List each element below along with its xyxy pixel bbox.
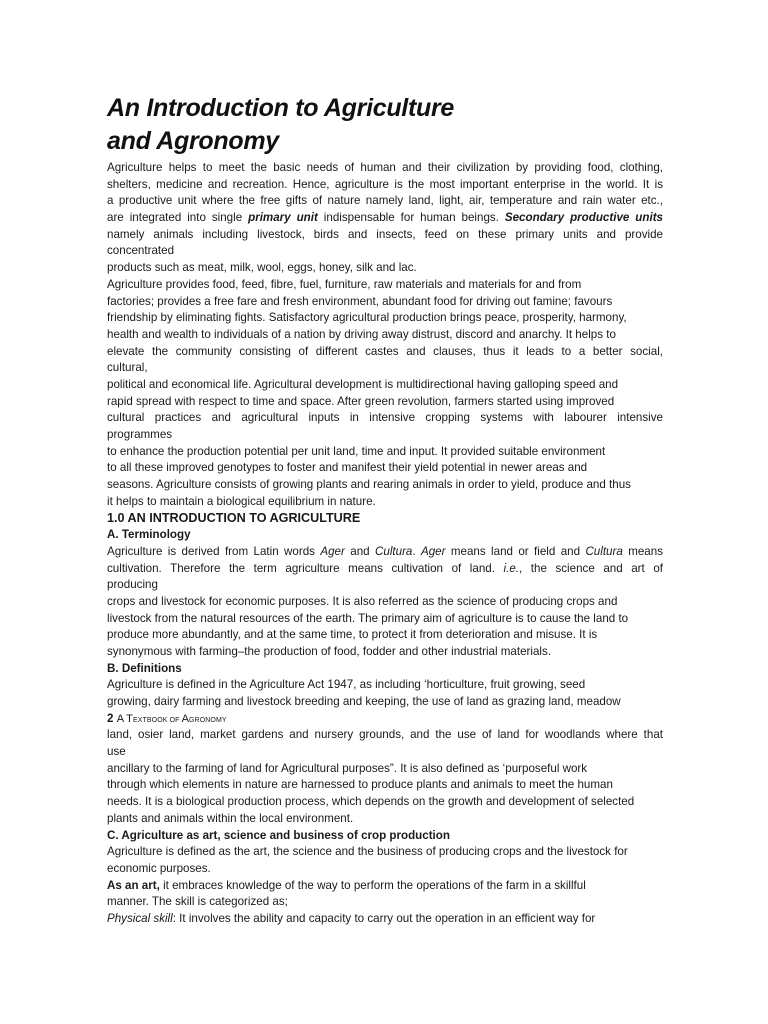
- text-line: namely animals including livestock, birds and insects, feed on these primary units and provide: [107, 227, 663, 241]
- text-run: .: [412, 544, 421, 558]
- book-title-part: A: [181, 712, 189, 725]
- emphasis-cultura: Cultura: [585, 544, 623, 558]
- text-line: to enhance the production potential per unit land, time and input. It provided suitable environment: [107, 444, 606, 458]
- subheading-art-science-business: C. Agriculture as art, science and business of crop production: [107, 828, 450, 842]
- text-line: land, osier land, market gardens and nursery grounds, and the use of land for woodlands where that: [107, 728, 663, 742]
- document-body: [107, 160, 663, 928]
- text-line: cultural practices and agricultural inputs in intensive cropping systems with labourer intensive: [107, 411, 663, 425]
- book-title: [116, 712, 227, 725]
- emphasis-primary-unit: primary unit: [248, 211, 318, 225]
- emphasis-cultura: Cultura: [375, 544, 413, 558]
- text-line: factories; provides a free fare and fresh environment, abundant food for driving out famine; favours: [107, 294, 613, 308]
- document-title: [107, 92, 454, 158]
- page-number: 2: [107, 711, 114, 725]
- text-line: elevate the community consisting of different castes and clauses, thus it leads to a better social,: [107, 344, 663, 358]
- emphasis-secondary-units: Secondary productive units: [504, 211, 663, 225]
- text-run: means: [622, 544, 663, 558]
- text-line: Agriculture helps to meet the basic needs of human and their civilization by providing food, clothing,: [107, 161, 663, 174]
- text-line: plants and animals within the local environment.: [107, 811, 354, 825]
- text-line: needs. It is a biological production process, which depends on the growth and development of selected: [107, 795, 635, 809]
- running-header: [107, 711, 663, 728]
- text-line: Agriculture is defined as the art, the science and the business of producing crops and the livestock for: [107, 845, 628, 859]
- emphasis-ager: Ager: [320, 544, 345, 558]
- text-line: manner. The skill is categorized as;: [107, 895, 288, 909]
- text-line: programmes: [107, 428, 173, 441]
- text-run: means land or field and: [445, 544, 586, 558]
- text-line: producing: [107, 578, 158, 592]
- text-line: crops and livestock for economic purposes. It is also referred as the science of producing crops and: [107, 594, 618, 608]
- title-line-1: An Introduction to Agriculture: [107, 94, 454, 122]
- text-run: Agriculture is derived from Latin words: [107, 544, 321, 558]
- text-line: Agriculture is defined in the Agriculture Act 1947, as including ‘horticulture, fruit growing, seed: [107, 678, 586, 692]
- text-run: indispensable for human beings.: [317, 211, 505, 225]
- text-line: products such as meat, milk, wool, eggs, honey, silk and lac.: [107, 261, 417, 275]
- text-line: cultural,: [107, 361, 148, 375]
- text-line: rapid spread with respect to time and space. After green revolution, farmers started using improved: [107, 394, 615, 408]
- text-run: cultivation. Therefore the term agriculture means cultivation of land.: [107, 561, 504, 575]
- text-line: [107, 878, 663, 895]
- text-line: synonymous with farming–the production of food, fodder and other industrial materials.: [107, 644, 552, 658]
- text-line: Agriculture provides food, feed, fibre, fuel, furniture, raw materials and materials for and from: [107, 277, 582, 291]
- text-line: shelters, medicine and recreation. Hence, agriculture is the most important enterprise in the world. It is: [107, 177, 663, 191]
- text-run: and: [344, 544, 375, 558]
- text-run: , the science and art of: [518, 561, 663, 575]
- text-line: through which elements in nature are harnessed to produce plants and animals to meet the human: [107, 778, 613, 792]
- text-line: economic purposes.: [107, 861, 211, 875]
- subheading-terminology: A. Terminology: [107, 528, 191, 542]
- text-line: growing, dairy farming and livestock breeding and keeping, the use of land as grazing land, meadow: [107, 695, 621, 708]
- text-line: concentrated: [107, 244, 175, 258]
- text-line: [107, 561, 663, 578]
- text-line: produce more abundantly, and at the same time, to protect it from deterioration and misuse. It is: [107, 628, 598, 642]
- book-title-part: A: [116, 712, 125, 725]
- emphasis-ie: i.e.: [503, 561, 519, 575]
- text-line: a productive unit where the free gifts of nature namely land, light, air, temperature and rain water etc.,: [107, 194, 663, 208]
- text-line: it helps to maintain a biological equilibrium in nature.: [107, 494, 376, 508]
- text-line: to all these improved genotypes to foster and manifest their yield potential in newer areas and: [107, 461, 588, 475]
- emphasis-ager: Ager: [420, 544, 446, 558]
- book-title-part: T: [126, 712, 133, 725]
- text-line: health and wealth to individuals of a nation by driving away distrust, discord and anarchy. It helps to: [107, 327, 616, 341]
- text-line: friendship by eliminating fights. Satisfactory agricultural production brings peace, prosperity, harmony,: [107, 311, 627, 325]
- text-line: livestock from the natural resources of the earth. The primary aim of agriculture is to cause the land to: [107, 611, 629, 625]
- text-run: it embraces knowledge of the way to perform the operations of the farm in a skillful: [159, 878, 586, 892]
- text-line: ancillary to the farming of land for Agricultural purposes”. It is also defined as ‘purposeful work: [107, 761, 588, 775]
- text-line: [107, 544, 663, 561]
- text-line: seasons. Agriculture consists of growing plants and rearing animals in order to yield, produce and thus: [107, 478, 631, 492]
- title-line-2: and Agronomy: [107, 127, 279, 155]
- emphasis-physical-skill: Physical skill: [107, 911, 173, 925]
- text-line: political and economical life. Agricultural development is multidirectional having galloping speed and: [107, 377, 619, 391]
- subheading-definitions: B. Definitions: [107, 661, 182, 675]
- text-line: [107, 210, 663, 227]
- text-run: are integrated into single: [107, 211, 249, 225]
- book-title-part: GRONOMY: [189, 716, 227, 724]
- section-heading: 1.0 AN INTRODUCTION TO AGRICULTURE: [107, 511, 361, 526]
- text-run: : It involves the ability and capacity to carry out the operation in an efficient way for: [172, 911, 596, 925]
- text-line: use: [107, 745, 126, 759]
- emphasis-as-an-art: As an art,: [107, 878, 160, 892]
- book-title-part: EXTBOOK OF: [133, 716, 180, 724]
- text-line: [107, 911, 663, 928]
